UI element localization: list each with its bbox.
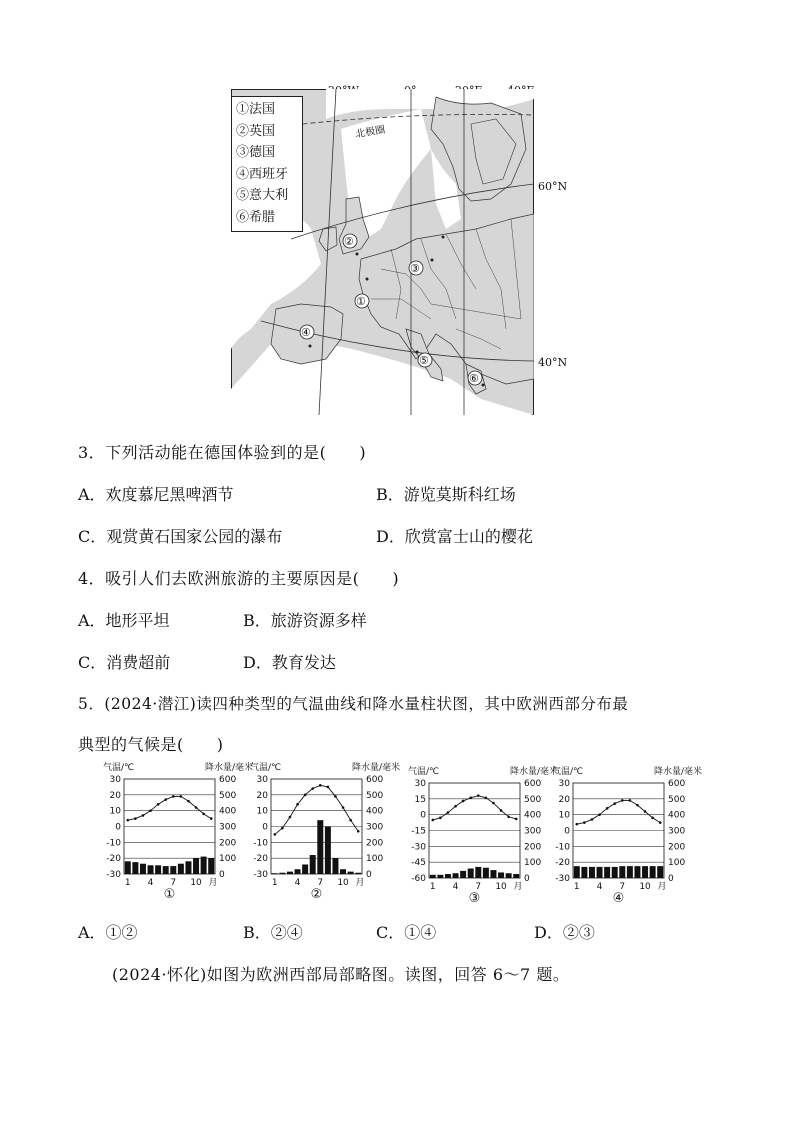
month-tick-label: 10 — [190, 878, 202, 888]
arctic-circle-label: 北极圈 — [354, 124, 387, 141]
precip-bar — [619, 866, 625, 878]
precip-bar — [650, 866, 656, 878]
precip-tick-label: 100 — [668, 858, 686, 869]
precip-tick-label: 100 — [366, 854, 384, 865]
q5-option-c: C．①④ — [376, 923, 437, 942]
marker-germany: ③ — [410, 262, 420, 275]
temp-point — [349, 819, 352, 822]
precip-bar — [140, 864, 146, 874]
temp-point — [636, 804, 639, 807]
precip-bar — [325, 827, 331, 875]
temp-point — [319, 784, 322, 787]
precip-bar — [148, 865, 154, 874]
month-tick-label: 1 — [124, 878, 131, 888]
precip-bar — [468, 869, 474, 879]
temp-point — [507, 815, 510, 818]
legend-item: ①法国 — [236, 102, 276, 117]
precip-tick-label: 600 — [219, 775, 237, 785]
temp-point — [289, 816, 292, 819]
precip-bar — [604, 867, 610, 878]
precip-bar — [178, 864, 184, 874]
chart-label: ③ — [468, 891, 481, 906]
group-intro: (2024·怀化)如图为欧洲西部局部略图。读图，回答 6～7 题。 — [112, 965, 570, 984]
legend-item: ⑥希腊 — [236, 209, 276, 225]
temp-point — [477, 794, 480, 797]
temp-point — [454, 805, 457, 808]
temp-point — [492, 802, 495, 805]
temp-point — [202, 813, 205, 816]
temp-point — [273, 833, 276, 836]
month-tick-label: 10 — [639, 882, 651, 892]
temp-point — [357, 830, 360, 833]
precip-tick-label: 100 — [524, 858, 542, 869]
precip-bar — [513, 874, 519, 878]
marker-spain: ④ — [301, 326, 311, 339]
month-unit-label: 月 — [657, 882, 667, 892]
temp-point — [447, 811, 450, 814]
precip-axis-title: 降水量/毫米 — [509, 767, 558, 777]
month-unit-label: 月 — [355, 878, 365, 888]
question-3-stem: 3．下列活动能在德国体验到的是( ) — [78, 443, 367, 462]
precip-tick-label: 400 — [668, 810, 686, 821]
q4-option-c: C．消费超前 — [78, 653, 171, 672]
temp-tick-label: 20 — [109, 790, 121, 801]
temp-point — [575, 823, 578, 826]
temp-point — [142, 814, 145, 817]
precip-tick-label: 100 — [219, 854, 237, 865]
temp-point — [515, 818, 518, 821]
q5-option-d: D．②③ — [534, 923, 595, 942]
q3-option-c: C．观赏黄石国家公园的瀑布 — [78, 527, 283, 546]
map-legend — [231, 96, 303, 232]
temp-point — [134, 817, 137, 820]
precip-tick-label: 300 — [668, 826, 686, 837]
precip-bar — [445, 874, 451, 878]
climate-chart-2 — [250, 762, 400, 912]
precip-bar — [430, 875, 436, 878]
month-tick-label: 1 — [271, 878, 278, 888]
temp-axis-title: 气温/℃ — [250, 763, 282, 773]
month-tick-label: 7 — [317, 878, 324, 888]
temp-tick-label: -45 — [411, 858, 426, 869]
climate-chart-1 — [103, 762, 253, 912]
temp-axis-title: 气温/℃ — [552, 767, 584, 777]
precip-bar — [132, 862, 138, 874]
temp-point — [485, 796, 488, 799]
temp-tick-label: 30 — [558, 779, 570, 789]
temp-point — [157, 803, 160, 806]
precip-bar — [589, 867, 595, 878]
temp-tick-label: 10 — [256, 806, 268, 817]
precip-bar — [634, 866, 640, 878]
month-tick-label: 4 — [452, 882, 459, 892]
precip-bar — [475, 867, 481, 878]
precip-bar — [193, 858, 199, 874]
chart-label: ② — [310, 887, 323, 902]
precip-tick-label: 400 — [219, 806, 237, 817]
temp-point — [431, 819, 434, 822]
precip-bar — [287, 872, 293, 874]
q3-option-d: D．欣赏富士山的樱花 — [376, 527, 533, 546]
temp-point — [327, 786, 330, 789]
temp-tick-label: 20 — [558, 794, 570, 805]
precip-bar — [574, 866, 580, 878]
temp-curve — [275, 785, 358, 834]
legend-item: ⑤意大利 — [236, 188, 289, 204]
precip-tick-label: 500 — [524, 794, 542, 805]
precip-tick-label: 300 — [366, 822, 384, 833]
precip-tick-label: 0 — [524, 874, 530, 884]
temp-tick-label: 30 — [109, 775, 121, 785]
question-5-stem-line2: 典型的气候是( ) — [78, 735, 224, 754]
month-tick-label: 10 — [495, 882, 507, 892]
temp-tick-label: 10 — [558, 810, 570, 821]
temp-point — [651, 817, 654, 820]
temp-tick-label: 0 — [420, 810, 426, 821]
precip-tick-label: 300 — [219, 822, 237, 833]
precip-tick-label: 600 — [668, 779, 686, 789]
precip-tick-label: 200 — [668, 842, 686, 853]
precip-bar — [437, 875, 443, 878]
q4-option-d: D．教育发达 — [243, 653, 336, 672]
temp-tick-label: -20 — [253, 854, 268, 865]
month-unit-label: 月 — [513, 882, 523, 892]
temp-tick-label: 0 — [115, 822, 121, 833]
precip-bar — [453, 873, 459, 878]
precip-bar — [348, 872, 354, 874]
q5-option-b: B．②④ — [243, 923, 303, 942]
precip-bar — [490, 870, 496, 878]
q4-option-b: B．旅游资源多样 — [243, 611, 367, 630]
precip-axis-title: 降水量/毫米 — [204, 763, 253, 773]
precip-tick-label: 300 — [524, 826, 542, 837]
q4-option-a: A．地形平坦 — [78, 611, 170, 630]
precip-bar — [317, 820, 323, 874]
temp-tick-label: -20 — [555, 858, 570, 869]
precip-bar — [642, 866, 648, 878]
temp-point — [621, 799, 624, 802]
q5-option-a: A．①② — [78, 923, 138, 942]
temp-point — [164, 798, 167, 801]
temp-tick-label: -10 — [253, 838, 268, 849]
precip-bar — [185, 861, 191, 874]
precip-tick-label: 600 — [524, 779, 542, 789]
q3-option-b: B．游览莫斯科红场 — [376, 485, 516, 504]
temp-curve — [433, 796, 516, 820]
temp-tick-label: -30 — [411, 842, 426, 853]
precip-tick-label: 0 — [366, 870, 372, 880]
temp-tick-label: -30 — [555, 874, 570, 884]
precip-bar — [208, 858, 214, 874]
temp-point — [126, 819, 129, 822]
temp-point — [583, 821, 586, 824]
temp-point — [187, 800, 190, 803]
temp-point — [598, 813, 601, 816]
temp-point — [149, 809, 152, 812]
temp-point — [342, 806, 345, 809]
precip-bar — [279, 873, 285, 874]
temp-point — [311, 787, 314, 790]
temp-axis-title: 气温/℃ — [408, 767, 440, 777]
temp-point — [659, 821, 662, 824]
temp-point — [180, 795, 183, 798]
precip-tick-label: 200 — [366, 838, 384, 849]
temp-point — [281, 827, 284, 830]
question-5-stem-line1: 5．(2024·潜江)读四种类型的气温曲线和降水量柱状图，其中欧洲西部分布最 — [78, 695, 629, 713]
precip-bar — [125, 861, 131, 874]
temp-point — [439, 817, 442, 820]
temp-tick-label: 0 — [564, 826, 570, 837]
temp-tick-label: 10 — [109, 806, 121, 817]
precip-tick-label: 500 — [219, 790, 237, 801]
temp-point — [629, 799, 632, 802]
month-tick-label: 4 — [294, 878, 301, 888]
precip-tick-label: 400 — [366, 806, 384, 817]
precip-tick-label: 400 — [524, 810, 542, 821]
precip-bar — [302, 865, 308, 875]
precip-tick-label: 0 — [668, 874, 674, 884]
precip-bar — [355, 873, 361, 874]
temp-point — [606, 807, 609, 810]
month-unit-label: 月 — [208, 878, 218, 888]
temp-tick-label: 15 — [414, 794, 426, 805]
precip-bar — [657, 866, 663, 878]
temp-axis-title: 气温/℃ — [103, 763, 135, 773]
marker-italy: ⑤ — [419, 354, 429, 367]
marker-france: ① — [356, 295, 366, 308]
temp-tick-label: -10 — [106, 838, 121, 849]
precip-bar — [506, 873, 512, 878]
temp-tick-label: -15 — [411, 826, 426, 837]
precip-bar — [340, 869, 346, 874]
temp-tick-label: -20 — [106, 854, 121, 865]
temp-point — [613, 802, 616, 805]
temp-point — [462, 800, 465, 803]
chart-label: ④ — [612, 891, 625, 906]
precip-bar — [581, 867, 587, 878]
q3-option-a: A．欢度慕尼黑啤酒节 — [78, 485, 234, 504]
temp-tick-label: 20 — [256, 790, 268, 801]
temp-tick-label: -10 — [555, 842, 570, 853]
precip-bar — [498, 872, 504, 878]
precip-axis-title: 降水量/毫米 — [653, 767, 702, 777]
month-tick-label: 1 — [429, 882, 436, 892]
temp-point — [296, 803, 299, 806]
temp-tick-label: -30 — [253, 870, 268, 880]
marker-greece: ⑥ — [469, 372, 479, 385]
temp-point — [500, 809, 503, 812]
precip-tick-label: 200 — [219, 838, 237, 849]
temp-point — [210, 817, 213, 820]
temp-point — [195, 806, 198, 809]
precip-tick-label: 600 — [366, 775, 384, 785]
month-tick-label: 10 — [337, 878, 349, 888]
temp-tick-label: -30 — [106, 870, 121, 880]
marker-uk: ② — [344, 235, 354, 248]
precip-bar — [612, 867, 618, 878]
temp-tick-label: 30 — [414, 779, 426, 789]
precip-bar — [627, 866, 633, 878]
precip-bar — [460, 871, 466, 878]
month-tick-label: 4 — [596, 882, 603, 892]
lat-40n: 40°N — [538, 356, 568, 369]
temp-curve — [577, 800, 660, 824]
chart-label: ① — [163, 887, 176, 902]
temp-curve — [128, 796, 211, 820]
precip-bar — [597, 867, 603, 878]
temp-point — [469, 796, 472, 799]
temp-tick-label: 30 — [256, 775, 268, 785]
temp-point — [304, 794, 307, 797]
temp-point — [591, 818, 594, 821]
temp-point — [172, 795, 175, 798]
legend-item: ④西班牙 — [236, 166, 289, 182]
question-4-stem: 4．吸引人们去欧洲旅游的主要原因是( ) — [78, 569, 400, 588]
temp-point — [644, 810, 647, 813]
temp-point — [334, 795, 337, 798]
temp-tick-label: 0 — [262, 822, 268, 833]
lat-60n: 60°N — [538, 180, 568, 193]
precip-bar — [295, 869, 301, 874]
precip-bar — [272, 873, 278, 874]
month-tick-label: 7 — [170, 878, 177, 888]
precip-bar — [483, 868, 489, 878]
precip-tick-label: 500 — [668, 794, 686, 805]
precip-bar — [170, 866, 176, 874]
precip-bar — [310, 855, 316, 874]
month-tick-label: 7 — [619, 882, 626, 892]
month-tick-label: 4 — [147, 878, 154, 888]
month-tick-label: 7 — [475, 882, 482, 892]
precip-bar — [155, 865, 161, 874]
precip-axis-title: 降水量/毫米 — [351, 763, 400, 773]
precip-tick-label: 200 — [524, 842, 542, 853]
legend-item: ②英国 — [236, 123, 276, 139]
month-tick-label: 1 — [573, 882, 580, 892]
precip-tick-label: 0 — [219, 870, 225, 880]
precip-tick-label: 500 — [366, 790, 384, 801]
precip-bar — [163, 866, 169, 874]
legend-item: ③德国 — [236, 145, 276, 161]
precip-bar — [332, 858, 338, 874]
temp-tick-label: -60 — [411, 874, 426, 884]
climate-chart-4 — [552, 766, 702, 916]
climate-chart-3 — [408, 766, 558, 916]
precip-bar — [201, 857, 207, 874]
